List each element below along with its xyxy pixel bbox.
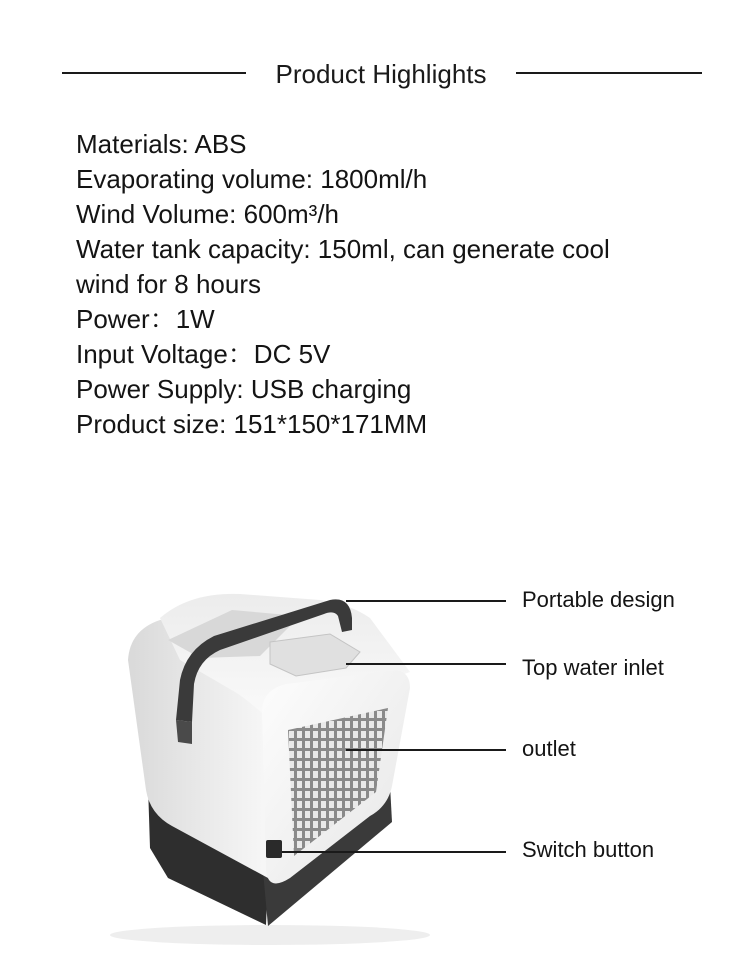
spec-power: Power：1W (76, 304, 215, 334)
callout-switch-button: Switch button (522, 837, 655, 862)
callout-outlet: outlet (522, 736, 576, 761)
heading-rule-right (516, 72, 702, 74)
callout-top-water-inlet: Top water inlet (522, 655, 664, 680)
heading-rule-left (62, 72, 246, 74)
spec-power-supply: Power Supply: USB charging (76, 374, 412, 404)
page-title: Product Highlights (275, 59, 487, 89)
air-cooler-image (0, 560, 750, 954)
handle-hinge (176, 720, 192, 744)
spec-wind-volume: Wind Volume: 600m³/h (76, 199, 340, 229)
product-illustration (0, 560, 750, 954)
spec-list (76, 127, 716, 442)
spec-water-tank-continued: wind for 8 hours (76, 269, 261, 299)
switch-button (266, 840, 282, 858)
spec-evaporating-volume: Evaporating volume: 1800ml/h (76, 164, 428, 194)
spec-input-voltage: Input Voltage：DC 5V (76, 339, 331, 369)
ground-shadow (110, 925, 430, 945)
spec-materials: Materials: ABS (76, 129, 247, 159)
spec-water-tank: Water tank capacity: 150ml, can generate cool (76, 234, 610, 264)
callout-portable-design: Portable design (522, 587, 675, 612)
spec-product-size: Product size: 151*150*171MM (76, 409, 428, 439)
section-header (0, 56, 750, 92)
